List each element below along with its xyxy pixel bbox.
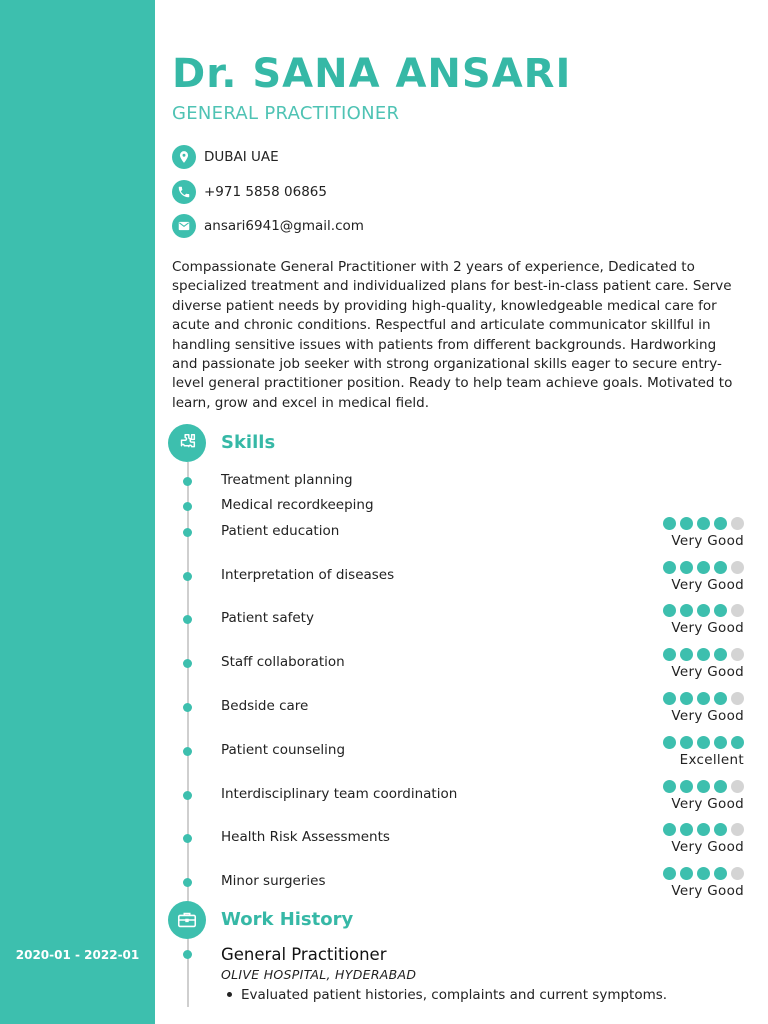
rating-dot-filled [697,604,710,617]
rating-dot-filled [697,736,710,749]
skill-name: Bedside care [221,698,309,714]
skill-rating [644,692,744,725]
job-dates: 2020-01 - 2022-01 [15,948,140,962]
timeline-bullet [183,703,192,712]
skill-rating [644,736,744,769]
skill-item [172,741,744,768]
rating-dot-filled [714,823,727,836]
rating-dots [644,736,744,749]
timeline-bullet [183,747,192,756]
rating-dot-empty [731,867,744,880]
skill-name: Staff collaboration [221,654,345,670]
rating-dots [644,780,744,793]
rating-dot-filled [714,648,727,661]
skill-name: Minor surgeries [221,873,326,889]
rating-dot-filled [731,736,744,749]
rating-dot-filled [714,867,727,880]
rating-dot-filled [680,561,693,574]
skill-name: Patient safety [221,610,314,626]
skill-item [172,697,744,724]
work-history-heading: Work History [221,909,354,930]
rating-dot-filled [714,604,727,617]
rating-dot-filled [697,517,710,530]
rating-dot-filled [697,561,710,574]
summary-text: Compassionate General Practitioner with 2 years of experience, Dedicated to specialized treatment and individualized plans for best-in-class patient care. Serve diverse patient needs by providing high-quality, knowledgeable medical care for acute and chronic conditions. Respectful and articulate communicator skillful in handling sensitive issues with patients from different backgrounds. Hardworking and passionate job seeker with strong organizational skills eager to secure entry-level general practitioner position. Ready to help team achieve goals. Motivated to learn, grow and excel in medical field. [172,259,733,411]
rating-dot-filled [663,736,676,749]
skill-name: Treatment planning [221,472,353,488]
skill-item [172,653,744,680]
puzzle-icon [168,424,206,462]
rating-dot-filled [680,736,693,749]
skill-name: Patient education [221,523,340,539]
skill-rating [644,867,744,900]
timeline-bullet [183,502,192,511]
rating-label: Excellent [679,752,744,768]
email-text: ansari6941@gmail.com [204,218,364,234]
skill-item [172,828,744,855]
rating-dot-filled [714,780,727,793]
skill-rating [644,604,744,637]
timeline-bullet [183,477,192,486]
rating-dot-empty [731,517,744,530]
rating-dot-empty [731,648,744,661]
skill-name: Medical recordkeeping [221,497,374,513]
rating-dot-filled [680,823,693,836]
skill-rating [644,561,744,594]
rating-label: Very Good [671,533,744,549]
timeline-bullet [183,791,192,800]
rating-dot-filled [680,648,693,661]
skill-name: Interpretation of diseases [221,567,395,583]
rating-dot-filled [663,648,676,661]
rating-dot-empty [731,604,744,617]
skill-item [172,496,744,516]
rating-dot-empty [731,692,744,705]
rating-dot-filled [663,867,676,880]
job-company: OLIVE HOSPITAL, HYDERABAD [221,967,417,982]
rating-dot-filled [663,823,676,836]
rating-label: Very Good [671,708,744,724]
job-responsibilities [221,986,667,1004]
contact-location [172,145,279,169]
rating-dot-filled [714,692,727,705]
skills-heading: Skills [221,432,276,453]
skill-rating [644,648,744,681]
rating-dot-filled [663,780,676,793]
rating-dot-filled [697,692,710,705]
rating-dot-filled [663,604,676,617]
timeline-bullet [183,572,192,581]
job-responsibility-item: Evaluated patient histories, complaints and current symptoms. [221,986,667,1004]
rating-dot-filled [680,780,693,793]
location-text: DUBAI UAE [204,149,279,165]
rating-dot-filled [680,604,693,617]
rating-dot-filled [697,823,710,836]
candidate-title: GENERAL PRACTITIONER [172,103,400,124]
rating-label: Very Good [671,664,744,680]
rating-label: Very Good [671,883,744,899]
rating-dot-filled [714,561,727,574]
rating-dot-filled [663,517,676,530]
skill-name: Interdisciplinary team coordination [221,786,458,802]
phone-icon [172,180,196,204]
rating-dots [644,517,744,530]
skill-item [172,785,744,812]
rating-dot-filled [680,692,693,705]
sidebar-panel [0,0,155,1024]
timeline-bullet [183,659,192,668]
skill-item [172,471,744,491]
rating-dots [644,561,744,574]
skill-item [172,522,744,549]
skill-rating [644,780,744,813]
rating-dots [644,692,744,705]
rating-label: Very Good [671,839,744,855]
contact-phone [172,180,327,204]
rating-label: Very Good [671,577,744,593]
email-icon [172,214,196,238]
rating-dots [644,648,744,661]
contact-email [172,214,364,238]
phone-text: +971 5858 06865 [204,184,327,200]
rating-label: Very Good [671,620,744,636]
skill-item [172,609,744,636]
skill-item [172,566,744,593]
skill-name: Patient counseling [221,742,346,758]
rating-dot-filled [697,780,710,793]
timeline-bullet [183,834,192,843]
candidate-name: Dr. SANA ANSARI [172,51,572,97]
timeline-bullet [183,878,192,887]
job-title: General Practitioner [221,945,387,964]
rating-dot-filled [680,517,693,530]
skill-rating [644,517,744,550]
rating-dot-filled [714,736,727,749]
rating-dot-filled [680,867,693,880]
rating-dot-empty [731,780,744,793]
rating-dots [644,823,744,836]
skill-rating [644,823,744,856]
skill-name: Health Risk Assessments [221,829,390,845]
rating-dot-empty [731,823,744,836]
rating-dots [644,604,744,617]
briefcase-icon [168,901,206,939]
skill-item [172,872,744,899]
location-pin-icon [172,145,196,169]
rating-dot-filled [697,648,710,661]
timeline-bullet [183,950,192,959]
rating-dot-filled [663,692,676,705]
timeline-bullet [183,528,192,537]
timeline-bullet [183,615,192,624]
rating-dot-empty [731,561,744,574]
rating-dot-filled [697,867,710,880]
rating-dot-filled [663,561,676,574]
rating-dot-filled [714,517,727,530]
rating-label: Very Good [671,796,744,812]
rating-dots [644,867,744,880]
